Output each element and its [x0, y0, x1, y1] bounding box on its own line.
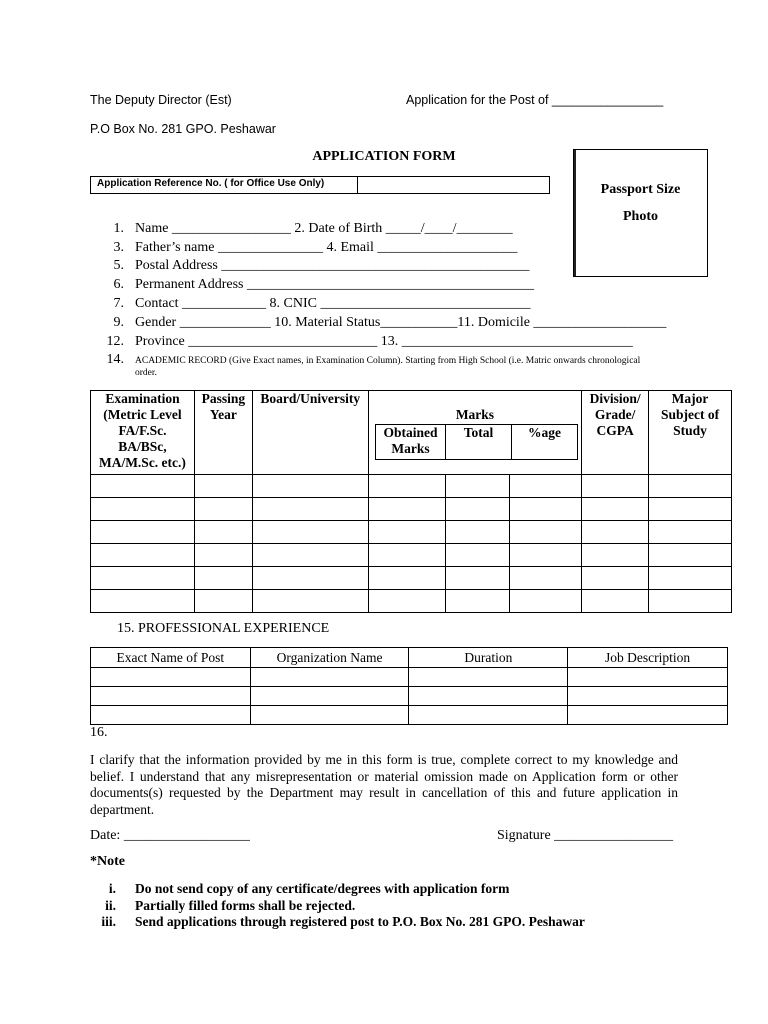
province-field[interactable]: Province ___________________________ 13. _________________________________ — [135, 334, 633, 349]
col-organization: Organization Name — [250, 648, 409, 668]
academic-title-cont: order. — [135, 368, 157, 378]
col-major-subject: Major Subject of Study — [649, 391, 732, 475]
reference-divider — [357, 177, 358, 193]
note-number: ii. — [105, 898, 116, 913]
professional-title: 15. PROFESSIONAL EXPERIENCE — [117, 621, 330, 636]
field-number: 5. — [113, 258, 124, 273]
col-division: Division/ Grade/ CGPA — [582, 391, 649, 475]
table-row — [91, 668, 728, 687]
note-item: Do not send copy of any certificate/degrees with application form — [135, 881, 510, 896]
col-percentage: %age — [528, 425, 561, 440]
col-obtained-marks: Obtained Marks — [376, 425, 446, 459]
field-number: 3. — [113, 240, 124, 255]
table-row — [91, 498, 732, 521]
father-email-field[interactable]: Father’s name _______________ 4. Email ____________________ — [135, 240, 518, 255]
form-title: APPLICATION FORM — [312, 149, 456, 164]
photo-label-line2: Photo — [623, 209, 658, 224]
addressee-line2: P.O Box No. 281 GPO. Peshawar — [90, 122, 276, 136]
col-passing-year: Passing Year — [194, 391, 252, 475]
table-row — [91, 567, 732, 590]
date-field[interactable]: Date: __________________ — [90, 828, 250, 843]
table-row — [91, 544, 732, 567]
photo-box[interactable] — [573, 149, 708, 277]
gender-status-domicile-field[interactable]: Gender _____________ 10. Material Status___________11. Domicile ___________________ — [135, 315, 667, 330]
permanent-address-field[interactable]: Permanent Address _________________________________________ — [135, 277, 534, 292]
declaration-text: I clarify that the information provided by me in this form is true, complete correct to my knowledge and belief. I understand that any misrepresentation or material omission made on Application form or other documents(s) requested by the Department may result in cancellation of this and future application in department. — [90, 752, 678, 817]
note-title: *Note — [90, 854, 125, 869]
addressee-line1: The Deputy Director (Est) — [90, 93, 232, 107]
contact-cnic-field[interactable]: Contact ____________ 8. CNIC ______________________________ — [135, 296, 531, 311]
col-post-name: Exact Name of Post — [91, 648, 251, 668]
post-applied-field[interactable]: Application for the Post of ________________ — [406, 93, 664, 107]
table-row — [91, 475, 732, 498]
photo-label-line1: Passport Size — [600, 182, 681, 197]
note-item: Send applications through registered post to P.O. Box No. 281 GPO. Peshawar — [135, 914, 585, 929]
field-number: 14. — [106, 352, 124, 367]
reference-box — [90, 176, 550, 194]
reference-label: Application Reference No. ( for Office Use Only) — [97, 178, 325, 189]
field-number: 6. — [113, 277, 124, 292]
signature-field[interactable]: Signature _________________ — [497, 828, 674, 843]
col-total: Total — [446, 425, 512, 459]
declaration-number: 16. — [90, 725, 108, 740]
field-number: 9. — [113, 315, 124, 330]
table-row — [91, 590, 732, 613]
note-number: i. — [108, 881, 116, 896]
professional-table — [90, 647, 728, 725]
col-examination: Examination (Metric Level FA/F.Sc. BA/BSc, MA/M.Sc. etc.) — [91, 391, 195, 475]
table-row — [91, 521, 732, 544]
field-number: 1. — [113, 221, 124, 236]
field-number: 7. — [113, 296, 124, 311]
marks-subheader — [375, 424, 578, 460]
note-number: iii. — [101, 914, 116, 929]
note-item: Partially filled forms shall be rejected. — [135, 898, 356, 913]
name-dob-field[interactable]: Name _________________ 2. Date of Birth _____/____/________ — [135, 221, 513, 236]
field-number: 12. — [106, 334, 124, 349]
postal-address-field[interactable]: Postal Address ____________________________________________ — [135, 258, 530, 273]
table-row — [91, 706, 728, 725]
col-board-university: Board/University — [252, 391, 368, 475]
academic-title: ACADEMIC RECORD (Give Exact names, in Examination Column). Starting from High School (i.e. Matric onwards chronological — [135, 356, 641, 366]
col-duration: Duration — [409, 648, 568, 668]
table-row — [91, 687, 728, 706]
col-job-description: Job Description — [568, 648, 728, 668]
col-marks: Marks — [368, 391, 581, 475]
